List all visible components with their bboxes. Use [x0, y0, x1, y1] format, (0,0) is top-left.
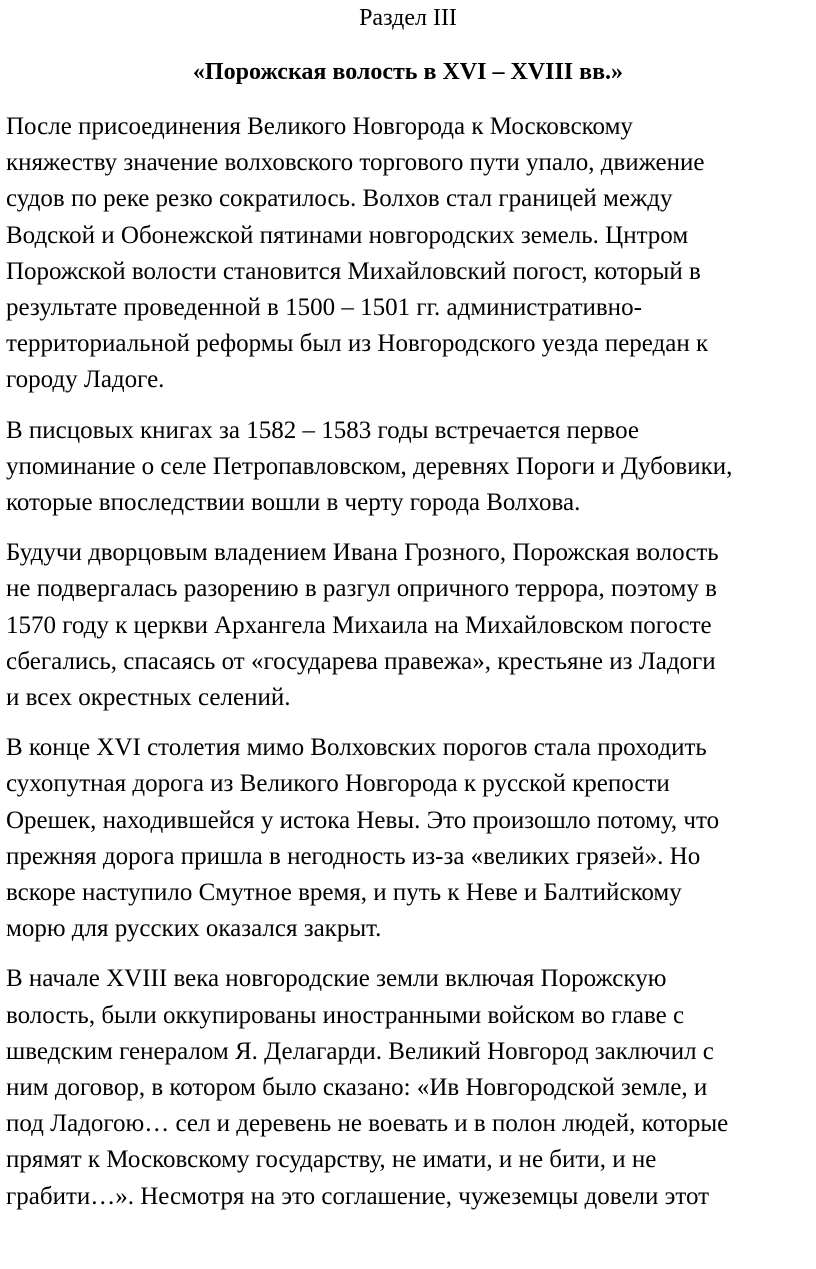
paragraph	[6, 535, 810, 716]
document-title: «Порожская волость в XVI – XVIII вв.»	[192, 59, 624, 85]
text-line: волость, были оккупированы иностранными войском во главе с	[6, 1001, 685, 1029]
text-line: В конце XVI столетия мимо Волховских порогов стала проходить	[6, 734, 707, 762]
text-line: сбегались, спасаясь от «государева правежа», крестьяне из Ладоги	[6, 647, 716, 675]
text-line: Орешек, находившейся у истока Невы. Это произошло потому, что	[6, 806, 720, 834]
text-line: После присоединения Великого Новгорода к Московскому	[6, 113, 633, 140]
text-line: Будучи дворцовым владением Ивана Грозного, Порожская волость	[6, 539, 719, 567]
text-line: вскоре наступило Смутное время, и путь к Неве и Балтийскому	[6, 879, 682, 907]
paragraph	[6, 961, 810, 1214]
text-line: 1570 году к церкви Архангела Михаила на Михайловском погосте	[6, 611, 712, 639]
text-line: шведским генералом Я. Делагарди. Великий Новгород заключил с	[6, 1037, 714, 1065]
text-line: Водской и Обонежской пятинами новгородских земель. Цнтром	[6, 221, 689, 249]
text-line: сухопутная дорога из Великого Новгорода к русской крепости	[6, 770, 670, 798]
paragraph	[6, 109, 810, 399]
text-line: и всех окрестных селений.	[6, 684, 291, 712]
text-line: морю для русских оказался закрыт.	[6, 915, 382, 943]
text-line: прежняя дорога пришла в негодность из-за «великих грязей». Но	[6, 842, 701, 870]
text-line: В начале XVIII века новгородские земли включая Порожскую	[6, 965, 667, 993]
text-line: судов по реке резко сократилось. Волхов стал границей между	[6, 185, 673, 213]
text-line: грабити…». Несмотря на это соглашение, чужеземцы довели этот	[6, 1182, 710, 1210]
text-line: которые впоследствии вошли в черту города Волхова.	[6, 489, 581, 517]
text-line: результате проведенной в 1500 – 1501 гг. административно-	[6, 294, 642, 322]
text-line: прямят к Московскому государству, не имати, и не бити, и не	[6, 1146, 657, 1174]
section-label: Раздел III	[359, 5, 457, 31]
text-line: территориальной реформы был из Новгородского уезда передан к	[6, 330, 709, 358]
paragraph	[6, 730, 810, 947]
text-line: городу Ладоге.	[6, 366, 165, 394]
text-line: упоминание о селе Петропавловском, деревнях Пороги и Дубовики,	[6, 452, 733, 480]
text-line: В писцовых книгах за 1582 – 1583 годы встречается первое	[6, 416, 639, 444]
paragraph	[6, 413, 810, 522]
text-line: Порожской волости становится Михайловский погост, который в	[6, 257, 701, 285]
text-line: не подвергалась разорению в разгул опричного террора, поэтому в	[6, 575, 717, 603]
text-line: княжеству значение волховского торгового пути упало, движение	[6, 149, 705, 177]
document-body	[6, 109, 810, 1229]
text-line: под Ладогою… сел и деревень не воевать и в полон людей, которые	[6, 1110, 729, 1138]
text-line: ним договор, в котором было сказано: «Ив Новгородской земле, и	[6, 1074, 708, 1102]
